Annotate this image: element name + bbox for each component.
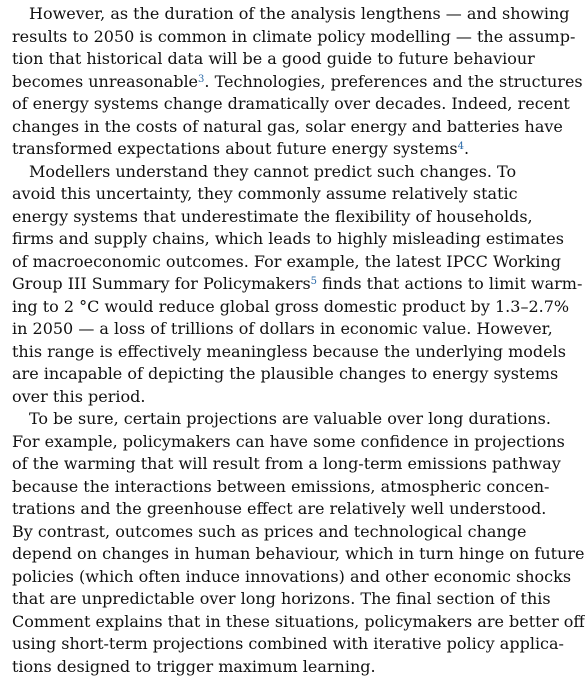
citation-reference[interactable]: 3 (198, 73, 205, 85)
text-segment: changes in the costs of natural gas, solar energy and batteries have (12, 116, 563, 136)
text-segment: using short-term projections combined with iterative policy applica- (12, 634, 564, 653)
text-line (12, 116, 563, 138)
text-line (12, 431, 565, 453)
text-line (12, 521, 527, 543)
text-line (12, 228, 564, 250)
text-segment: of the warming that will result from a long-term emissions pathway (12, 454, 561, 473)
text-line (12, 206, 533, 228)
text-segment: ing to 2 °C would reduce global gross domestic product by 1.3–2.7% (12, 296, 570, 316)
text-segment: Modellers understand they cannot predict such changes. To (29, 161, 517, 181)
text-segment: Group III Summary for Policymakers (12, 274, 311, 293)
text-line (12, 498, 547, 520)
article-body (12, 3, 585, 676)
text-line (12, 48, 535, 70)
text-segment: finds that actions to limit warm- (317, 274, 583, 293)
text-segment: that are unpredictable over long horizons. The final section of this (12, 589, 551, 608)
text-segment: over this period. (12, 386, 146, 406)
text-segment: tions designed to trigger maximum learning. (12, 656, 376, 676)
text-segment: However, as the duration of the analysis lengthens — and showing (29, 4, 570, 23)
text-line (12, 341, 566, 363)
citation-reference[interactable]: 4 (457, 141, 464, 152)
text-segment: because the interactions between emissions, atmospheric concen- (12, 476, 550, 496)
text-line (29, 408, 551, 430)
text-line (12, 633, 564, 655)
text-segment: . (464, 139, 470, 158)
text-line (12, 251, 561, 273)
text-segment: are incapable of depicting the plausible changes to energy systems (12, 364, 559, 383)
text-line (12, 386, 497, 408)
citation-reference[interactable]: 5 (310, 276, 318, 287)
text-segment: For example, policymakers can have some confidence in projections (12, 431, 565, 451)
text-segment: trations and the greenhouse effect are relatively well understood. (12, 499, 547, 518)
text-segment: of energy systems change dramatically over decades. Indeed, recent (12, 94, 570, 113)
text-line (12, 296, 570, 318)
text-segment: of macroeconomic outcomes. For example, the latest IPCC Working (12, 251, 561, 271)
text-line (29, 3, 570, 25)
text-segment: in 2050 — a loss of trillions of dollars in economic value. However, (12, 319, 553, 338)
text-segment: tion that historical data will be a good guide to future behaviour (12, 49, 535, 68)
text-segment: becomes unreasonable (12, 71, 199, 91)
text-line (12, 611, 585, 633)
text-line (12, 318, 553, 340)
text-line (12, 588, 551, 610)
text-segment: firms and supply chains, which leads to highly misleading estimates (12, 229, 564, 248)
text-segment: depend on changes in human behaviour, which in turn hinge on future (12, 544, 585, 563)
text-segment: Comment explains that in these situations, policymakers are better off (12, 611, 585, 631)
text-line (12, 71, 583, 93)
text-line (12, 656, 497, 678)
text-segment: this range is effectively meaningless because the underlying models (12, 341, 566, 361)
text-segment: results to 2050 is common in climate policy modelling — the assump- (12, 26, 576, 46)
text-line (12, 566, 572, 588)
text-line (29, 161, 517, 183)
text-line (12, 183, 518, 205)
text-line (12, 363, 559, 385)
text-segment: To be sure, certain projections are valuable over long durations. (29, 409, 551, 428)
text-segment: energy systems that underestimate the flexibility of households, (12, 206, 533, 226)
text-line (12, 273, 583, 295)
text-segment: . Technologies, preferences and the structures (204, 71, 583, 91)
text-line (12, 543, 585, 565)
text-line (12, 26, 576, 48)
text-line (12, 453, 561, 475)
text-segment: transformed expectations about future energy systems (12, 139, 458, 158)
text-segment: By contrast, outcomes such as prices and technological change (12, 521, 527, 541)
text-segment: policies (which often induce innovations) and other economic shocks (12, 566, 572, 586)
text-line (12, 476, 550, 498)
text-segment: avoid this uncertainty, they commonly assume relatively static (12, 184, 518, 203)
text-line (12, 93, 570, 115)
text-line (12, 138, 497, 160)
